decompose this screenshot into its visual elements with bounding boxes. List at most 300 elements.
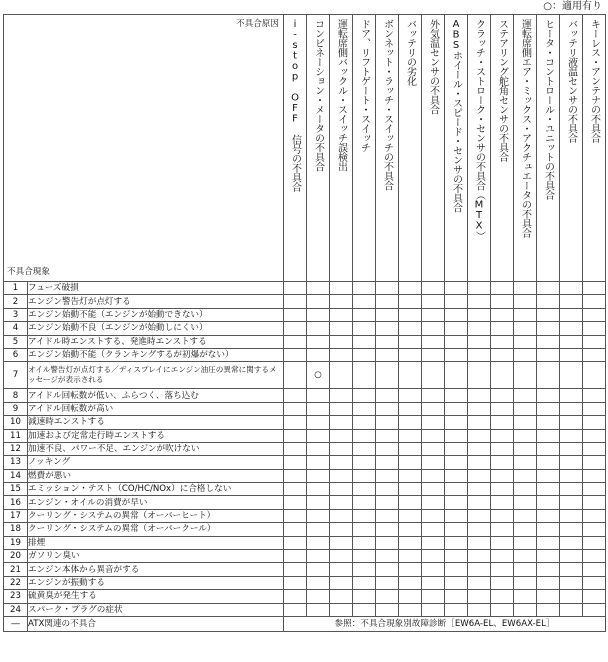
cause-header	[445, 15, 468, 282]
matrix-cell	[445, 442, 468, 455]
matrix-cell	[514, 456, 537, 469]
matrix-cell	[514, 335, 537, 348]
matrix-cell	[330, 322, 353, 335]
matrix-cell	[537, 483, 560, 496]
symptom-text: エンジン始動不能（エンジンが始動できない）	[28, 308, 284, 321]
cause-label: バッテリの劣化	[404, 19, 416, 86]
matrix-cell	[445, 362, 468, 389]
matrix-cell	[560, 523, 583, 536]
matrix-cell	[583, 509, 606, 522]
matrix-cell	[376, 389, 399, 402]
matrix-cell	[284, 335, 307, 348]
matrix-cell	[353, 509, 376, 522]
symptom-rows	[4, 282, 606, 617]
matrix-cell	[353, 523, 376, 536]
cause-label: 運転席側バックル・スイッチ誤検出	[335, 19, 347, 171]
row-number: 11	[4, 429, 28, 442]
matrix-cell	[376, 442, 399, 455]
matrix-cell	[422, 282, 445, 295]
matrix-cell	[422, 429, 445, 442]
symptom-text: 加速不良、パワー不足、エンジンが吹けない	[28, 442, 284, 455]
cause-header	[330, 15, 353, 282]
matrix-cell	[560, 402, 583, 415]
cause-label: ドア、リフトゲート・スイッチ	[358, 19, 370, 152]
matrix-cell	[445, 603, 468, 616]
matrix-cell	[514, 536, 537, 549]
matrix-cell	[353, 429, 376, 442]
matrix-cell	[514, 496, 537, 509]
matrix-cell	[514, 308, 537, 321]
matrix-cell	[376, 550, 399, 563]
matrix-cell	[445, 509, 468, 522]
matrix-cell	[353, 348, 376, 361]
matrix-cell	[307, 483, 330, 496]
matrix-cell	[399, 429, 422, 442]
matrix-cell	[330, 362, 353, 389]
matrix-cell	[353, 496, 376, 509]
matrix-cell	[445, 402, 468, 415]
matrix-cell	[491, 496, 514, 509]
matrix-cell	[330, 469, 353, 482]
matrix-cell	[491, 348, 514, 361]
matrix-cell	[422, 442, 445, 455]
matrix-cell	[560, 496, 583, 509]
matrix-cell	[307, 469, 330, 482]
matrix-cell	[468, 362, 491, 389]
matrix-cell	[583, 563, 606, 576]
matrix-cell	[560, 348, 583, 361]
matrix-cell	[376, 590, 399, 603]
corner-cell	[4, 15, 284, 282]
matrix-cell	[468, 389, 491, 402]
matrix-cell	[491, 550, 514, 563]
matrix-cell	[376, 523, 399, 536]
matrix-cell	[353, 456, 376, 469]
cause-label: ステアリング舵角センサの不具合	[496, 19, 508, 162]
matrix-cell	[537, 523, 560, 536]
matrix-cell	[422, 523, 445, 536]
matrix-cell	[330, 563, 353, 576]
matrix-cell	[445, 456, 468, 469]
row-number: 12	[4, 442, 28, 455]
matrix-cell	[445, 576, 468, 589]
matrix-cell	[560, 550, 583, 563]
row-number: ―	[4, 616, 28, 631]
row-number: 23	[4, 590, 28, 603]
matrix-cell	[422, 509, 445, 522]
matrix-cell	[537, 308, 560, 321]
matrix-cell	[330, 295, 353, 308]
symptom-row	[4, 402, 606, 415]
matrix-cell	[560, 576, 583, 589]
matrix-cell	[583, 389, 606, 402]
matrix-cell	[537, 402, 560, 415]
matrix-cell	[307, 603, 330, 616]
matrix-cell	[284, 402, 307, 415]
matrix-cell	[514, 483, 537, 496]
matrix-cell	[376, 295, 399, 308]
matrix-cell	[330, 429, 353, 442]
matrix-cell	[353, 603, 376, 616]
matrix-cell	[399, 523, 422, 536]
matrix-cell	[491, 389, 514, 402]
symptom-row	[4, 442, 606, 455]
matrix-cell	[445, 348, 468, 361]
matrix-cell	[330, 442, 353, 455]
matrix-cell	[422, 456, 445, 469]
cause-label: ヒータ・コントロール・ユニットの不具合	[542, 19, 554, 200]
symptom-text: 燃費が悪い	[28, 469, 284, 482]
symptom-text: エンジンが振動する	[28, 576, 284, 589]
matrix-cell	[399, 442, 422, 455]
matrix-cell	[330, 402, 353, 415]
matrix-cell	[560, 416, 583, 429]
matrix-cell	[514, 563, 537, 576]
matrix-cell	[284, 483, 307, 496]
matrix-cell	[307, 295, 330, 308]
cause-header	[353, 15, 376, 282]
symptom-row	[4, 282, 606, 295]
matrix-cell	[491, 603, 514, 616]
matrix-cell	[399, 362, 422, 389]
matrix-cell	[399, 483, 422, 496]
row-number: 4	[4, 322, 28, 335]
matrix-cell	[560, 335, 583, 348]
matrix-cell	[422, 308, 445, 321]
cause-header-label: 不具合原因	[236, 19, 279, 29]
matrix-cell	[422, 550, 445, 563]
matrix-cell	[583, 456, 606, 469]
matrix-cell	[399, 563, 422, 576]
matrix-cell	[330, 335, 353, 348]
cause-label: ボンネット・ラッチ・スイッチの不具合	[381, 19, 393, 190]
symptom-row	[4, 496, 606, 509]
matrix-cell	[284, 590, 307, 603]
cause-label: バッテリ液温センサの不具合	[565, 19, 577, 143]
legend: ○：適用有り	[543, 1, 602, 12]
matrix-cell	[514, 442, 537, 455]
matrix-cell	[307, 322, 330, 335]
matrix-cell	[445, 523, 468, 536]
matrix-cell	[399, 402, 422, 415]
matrix-cell	[491, 576, 514, 589]
matrix-cell	[422, 536, 445, 549]
cause-header	[537, 15, 560, 282]
matrix-cell	[399, 295, 422, 308]
matrix-cell	[583, 603, 606, 616]
matrix-cell	[491, 523, 514, 536]
symptom-text: 硫黄臭が発生する	[28, 590, 284, 603]
row-number: 1	[4, 282, 28, 295]
matrix-cell	[468, 335, 491, 348]
matrix-cell	[353, 442, 376, 455]
matrix-cell	[376, 362, 399, 389]
matrix-cell	[284, 429, 307, 442]
matrix-cell	[376, 603, 399, 616]
matrix-cell	[353, 576, 376, 589]
symptom-row	[4, 456, 606, 469]
symptom-row	[4, 550, 606, 563]
matrix-cell	[307, 282, 330, 295]
matrix-cell	[422, 576, 445, 589]
matrix-cell	[399, 536, 422, 549]
matrix-cell	[537, 362, 560, 389]
matrix-cell	[445, 322, 468, 335]
cause-header	[468, 15, 491, 282]
matrix-cell	[330, 389, 353, 402]
symptom-row	[4, 590, 606, 603]
symptom-cause-matrix	[3, 14, 606, 632]
matrix-cell	[583, 483, 606, 496]
row-number: 19	[4, 536, 28, 549]
matrix-cell	[422, 348, 445, 361]
row-number: 3	[4, 308, 28, 321]
matrix-cell	[353, 469, 376, 482]
matrix-cell	[445, 295, 468, 308]
symptom-text: クーリング・システムの異常（オーバーヒート）	[28, 509, 284, 522]
matrix-cell	[583, 282, 606, 295]
matrix-cell	[445, 469, 468, 482]
matrix-cell	[514, 509, 537, 522]
symptom-row	[4, 603, 606, 616]
matrix-cell	[307, 442, 330, 455]
row-number: 5	[4, 335, 28, 348]
symptom-text: エンジン警告灯が点灯する	[28, 295, 284, 308]
symptom-text: アイドル回転数が低い、ふらつく、落ち込む	[28, 389, 284, 402]
matrix-cell	[445, 308, 468, 321]
matrix-cell	[376, 496, 399, 509]
matrix-cell	[537, 295, 560, 308]
matrix-cell	[468, 322, 491, 335]
matrix-cell	[330, 550, 353, 563]
matrix-cell	[537, 590, 560, 603]
matrix-cell	[307, 348, 330, 361]
matrix-cell	[284, 550, 307, 563]
matrix-cell	[284, 576, 307, 589]
matrix-cell	[583, 416, 606, 429]
symptom-text: クーリング・システムの異常（オーバークール）	[28, 523, 284, 536]
matrix-cell	[307, 509, 330, 522]
matrix-cell	[353, 483, 376, 496]
matrix-cell	[353, 335, 376, 348]
matrix-cell	[583, 362, 606, 389]
matrix-cell	[583, 496, 606, 509]
matrix-cell	[560, 308, 583, 321]
matrix-cell	[491, 335, 514, 348]
symptom-row	[4, 348, 606, 361]
matrix-cell	[468, 523, 491, 536]
cause-header	[583, 15, 606, 282]
matrix-cell	[560, 563, 583, 576]
matrix-cell	[284, 282, 307, 295]
matrix-cell	[399, 576, 422, 589]
cause-label: ABSホイール・スピード・センサの不具合	[450, 19, 462, 212]
symptom-text: ATX関連の不具合	[28, 616, 284, 631]
matrix-cell	[514, 402, 537, 415]
matrix-cell	[422, 603, 445, 616]
matrix-cell	[353, 416, 376, 429]
matrix-cell	[583, 348, 606, 361]
matrix-cell	[284, 456, 307, 469]
matrix-cell	[353, 295, 376, 308]
matrix-cell	[376, 416, 399, 429]
matrix-cell	[537, 389, 560, 402]
matrix-cell	[307, 308, 330, 321]
matrix-cell	[445, 429, 468, 442]
matrix-cell	[399, 322, 422, 335]
matrix-cell	[422, 322, 445, 335]
cause-label: 運転席側エア・ミックス・アクチュエータの不具合	[519, 19, 531, 238]
matrix-cell	[491, 295, 514, 308]
symptom-text: 加速および定常走行時エンストする	[28, 429, 284, 442]
matrix-cell	[307, 576, 330, 589]
matrix-cell	[376, 536, 399, 549]
row-number: 13	[4, 456, 28, 469]
matrix-cell	[537, 335, 560, 348]
row-number: 10	[4, 416, 28, 429]
matrix-cell	[468, 496, 491, 509]
symptom-row	[4, 295, 606, 308]
matrix-cell	[353, 536, 376, 549]
atx-row	[4, 616, 606, 631]
matrix-cell	[583, 469, 606, 482]
matrix-cell	[468, 348, 491, 361]
matrix-cell	[284, 295, 307, 308]
matrix-cell	[468, 509, 491, 522]
cause-label: 外気温センサの不具合	[427, 19, 439, 114]
matrix-cell	[537, 550, 560, 563]
matrix-cell	[376, 563, 399, 576]
matrix-cell	[399, 603, 422, 616]
cause-label: クラッチ・ストローク・センサの不具合（MTX）	[473, 19, 485, 241]
matrix-cell	[468, 576, 491, 589]
matrix-cell	[353, 550, 376, 563]
matrix-cell	[399, 550, 422, 563]
matrix-cell	[514, 295, 537, 308]
matrix-cell	[376, 348, 399, 361]
matrix-cell	[330, 483, 353, 496]
symptom-row	[4, 536, 606, 549]
row-number: 14	[4, 469, 28, 482]
cause-header	[560, 15, 583, 282]
matrix-cell	[491, 509, 514, 522]
matrix-cell	[560, 295, 583, 308]
matrix-cell	[514, 348, 537, 361]
matrix-cell	[284, 416, 307, 429]
matrix-cell	[284, 389, 307, 402]
matrix-cell	[376, 509, 399, 522]
matrix-cell	[491, 429, 514, 442]
symptom-row	[4, 523, 606, 536]
cause-header	[422, 15, 445, 282]
matrix-cell	[468, 429, 491, 442]
matrix-cell	[307, 402, 330, 415]
matrix-cell	[491, 590, 514, 603]
matrix-cell	[284, 442, 307, 455]
matrix-cell	[560, 282, 583, 295]
symptom-row	[4, 416, 606, 429]
matrix-cell	[560, 362, 583, 389]
matrix-cell	[353, 563, 376, 576]
matrix-cell	[445, 335, 468, 348]
matrix-cell	[468, 469, 491, 482]
matrix-cell	[560, 590, 583, 603]
row-number: 18	[4, 523, 28, 536]
matrix-cell	[583, 322, 606, 335]
matrix-cell	[307, 335, 330, 348]
matrix-cell	[468, 536, 491, 549]
matrix-cell	[491, 362, 514, 389]
matrix-cell	[514, 576, 537, 589]
matrix-cell	[514, 282, 537, 295]
matrix-cell	[353, 282, 376, 295]
matrix-cell	[284, 348, 307, 361]
matrix-cell	[468, 603, 491, 616]
matrix-cell	[330, 509, 353, 522]
matrix-cell	[284, 362, 307, 389]
matrix-cell	[353, 362, 376, 389]
matrix-cell	[560, 603, 583, 616]
symptom-row	[4, 389, 606, 402]
symptom-row	[4, 335, 606, 348]
header-row	[4, 15, 606, 282]
symptom-text: アイドル時エンストする、発進時エンストする	[28, 335, 284, 348]
row-number: 20	[4, 550, 28, 563]
matrix-cell	[422, 469, 445, 482]
cause-header	[399, 15, 422, 282]
matrix-cell	[399, 469, 422, 482]
cause-header	[376, 15, 399, 282]
cause-header	[284, 15, 307, 282]
symptom-text: オイル警告灯が点灯する／ディスプレイにエンジン油圧の異常に関するメッセージが表示される	[28, 362, 284, 389]
matrix-cell	[583, 308, 606, 321]
matrix-cell	[514, 590, 537, 603]
matrix-cell	[560, 429, 583, 442]
matrix-cell	[353, 590, 376, 603]
matrix-cell	[353, 402, 376, 415]
matrix-cell	[445, 496, 468, 509]
applicable-mark: ○	[314, 370, 322, 381]
matrix-cell	[284, 496, 307, 509]
symptom-row	[4, 576, 606, 589]
cause-header	[491, 15, 514, 282]
row-number: 2	[4, 295, 28, 308]
matrix-cell	[376, 456, 399, 469]
cause-label: i-stop OFF 信号の不具合	[289, 19, 301, 192]
symptom-row	[4, 322, 606, 335]
symptom-text: エミッション・テスト（CO/HC/NOx）に合格しない	[28, 483, 284, 496]
reference-link[interactable]: 参照：不具合現象別故障診断［EW6A-EL、EW6AX-EL］	[284, 616, 606, 631]
matrix-cell	[422, 402, 445, 415]
matrix-cell	[468, 295, 491, 308]
matrix-cell	[491, 322, 514, 335]
matrix-cell	[514, 322, 537, 335]
symptom-text: エンジン始動不能（クランキングするが初爆がない）	[28, 348, 284, 361]
symptom-row	[4, 563, 606, 576]
matrix-cell	[537, 348, 560, 361]
matrix-cell	[399, 389, 422, 402]
matrix-cell	[422, 416, 445, 429]
matrix-cell	[330, 603, 353, 616]
matrix-cell	[307, 496, 330, 509]
matrix-cell	[376, 282, 399, 295]
matrix-cell	[583, 550, 606, 563]
matrix-cell	[307, 563, 330, 576]
matrix-cell	[307, 416, 330, 429]
matrix-cell	[514, 362, 537, 389]
matrix-cell	[330, 590, 353, 603]
matrix-cell	[284, 469, 307, 482]
